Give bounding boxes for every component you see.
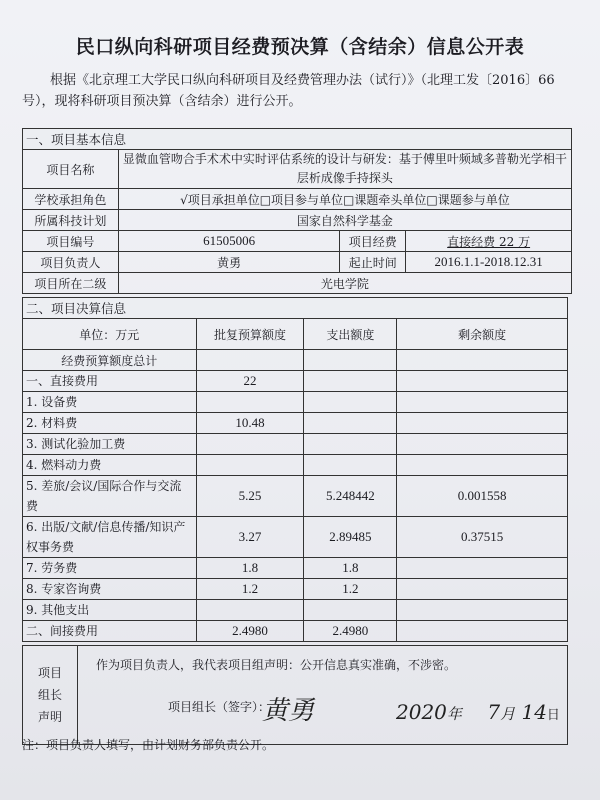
cell-value — [397, 621, 568, 642]
column-header: 剩余额度 — [397, 319, 568, 350]
cell-value: 2.89485 — [304, 517, 397, 558]
cell-value — [196, 392, 304, 413]
table-row — [23, 621, 568, 642]
column-header: 批复预算额度 — [196, 319, 304, 350]
cell-value — [304, 413, 397, 434]
table-row — [23, 413, 568, 434]
cell-value — [397, 558, 568, 579]
table-row — [23, 455, 568, 476]
leader-value: 黄勇 — [118, 252, 340, 273]
row-label: 6. 出版/文献/信息传播/知识产权事务费 — [23, 517, 197, 558]
cell-value — [397, 371, 568, 392]
number-label: 项目编号 — [23, 231, 119, 252]
row-label: 一、直接费用 — [23, 371, 197, 392]
intro-paragraph: 根据《北京理工大学民口纵向科研项目及经费管理办法（试行）》（北理工发〔2016〕66号），现将科研项目预决算（含结余）进行公开。 — [22, 73, 555, 109]
cell-value: 1.2 — [304, 579, 397, 600]
name-value: 显微血管吻合手术术中实时评估系统的设计与研发：基于傅里叶频域多普勒光学相干层析成像手持探头 — [118, 150, 571, 189]
role-label: 学校承担角色 — [23, 189, 119, 210]
table-row — [23, 600, 568, 621]
table-row — [23, 579, 568, 600]
dept-label: 项目所在二级 — [23, 273, 119, 294]
cell-value: 3.27 — [196, 517, 304, 558]
row-label: 7. 劳务费 — [23, 558, 197, 579]
cell-value — [304, 392, 397, 413]
cell-value — [196, 350, 304, 371]
cell-value: 0.37515 — [397, 517, 568, 558]
row-label: 9. 其他支出 — [23, 600, 197, 621]
signature: 黄勇 — [262, 696, 315, 726]
cell-value — [397, 600, 568, 621]
section1-header: 一、项目基本信息 — [23, 129, 572, 150]
declaration-text: 作为项目负责人，我代表项目组声明：公开信息真实准确，不涉密。 — [95, 658, 456, 672]
basic-info-table — [22, 128, 572, 294]
row-label: 1. 设备费 — [23, 392, 197, 413]
cell-value — [397, 579, 568, 600]
section2-header: 二、项目决算信息 — [23, 298, 568, 319]
number-value: 61505006 — [118, 231, 340, 252]
row-label: 2. 材料费 — [23, 413, 197, 434]
sign-label: 项目组长（签字）： — [167, 700, 270, 714]
cell-value — [397, 350, 568, 371]
cell-value — [304, 455, 397, 476]
table-row — [23, 350, 568, 371]
table-row — [23, 392, 568, 413]
funding-label: 项目经费 — [340, 231, 406, 252]
plan-label: 所属科技计划 — [23, 210, 119, 231]
cell-value: 2.4980 — [196, 621, 304, 642]
dept-value: 光电学院 — [118, 273, 571, 294]
cell-value — [304, 350, 397, 371]
row-label: 8. 专家咨询费 — [23, 579, 197, 600]
table-row — [23, 558, 568, 579]
cell-value: 5.25 — [196, 476, 304, 517]
table-row — [23, 434, 568, 455]
row-label: 5. 差旅/会议/国际合作与交流费 — [23, 476, 197, 517]
cell-value: 1.2 — [196, 579, 304, 600]
role-value: √项目承担单位□项目参与单位□课题牵头单位□课题参与单位 — [118, 189, 571, 210]
cell-value: 10.48 — [196, 413, 304, 434]
table-row — [23, 476, 568, 517]
budget-table — [22, 297, 568, 642]
row-label: 经费预算额度总计 — [23, 350, 197, 371]
cell-value: 2.4980 — [304, 621, 397, 642]
period-value: 2016.1.1-2018.12.31 — [406, 252, 572, 273]
cell-value: 1.8 — [304, 558, 397, 579]
cell-value: 0.001558 — [397, 476, 568, 517]
cell-value — [196, 455, 304, 476]
table-row — [23, 517, 568, 558]
cell-value — [196, 434, 304, 455]
funding-value: 直接经费 22 万 — [447, 234, 531, 249]
cell-value — [397, 392, 568, 413]
cell-value — [397, 434, 568, 455]
cell-value — [196, 600, 304, 621]
declaration-label: 项目组长声明 — [23, 646, 78, 745]
column-header: 支出额度 — [304, 319, 397, 350]
cell-value: 1.8 — [196, 558, 304, 579]
cell-value — [304, 600, 397, 621]
cell-value: 5.248442 — [304, 476, 397, 517]
period-label: 起止时间 — [340, 252, 406, 273]
column-header: 单位：万元 — [23, 319, 197, 350]
row-label: 3. 测试化验加工费 — [23, 434, 197, 455]
cell-value — [397, 455, 568, 476]
cell-value — [304, 371, 397, 392]
footnote: 注：项目负责人填写，由计划财务部负责公开。 — [22, 738, 275, 752]
cell-value — [304, 434, 397, 455]
page-title: 民口纵向科研项目经费预决算（含结余）信息公开表 — [75, 36, 525, 58]
row-label: 二、间接费用 — [23, 621, 197, 642]
sign-date: 2020年 7月 14日 — [396, 700, 560, 724]
plan-value: 国家自然科学基金 — [118, 210, 571, 231]
name-label: 项目名称 — [23, 150, 119, 189]
leader-label: 项目负责人 — [23, 252, 119, 273]
cell-value — [397, 413, 568, 434]
row-label: 4. 燃料动力费 — [23, 455, 197, 476]
cell-value: 22 — [196, 371, 304, 392]
table-row — [23, 371, 568, 392]
